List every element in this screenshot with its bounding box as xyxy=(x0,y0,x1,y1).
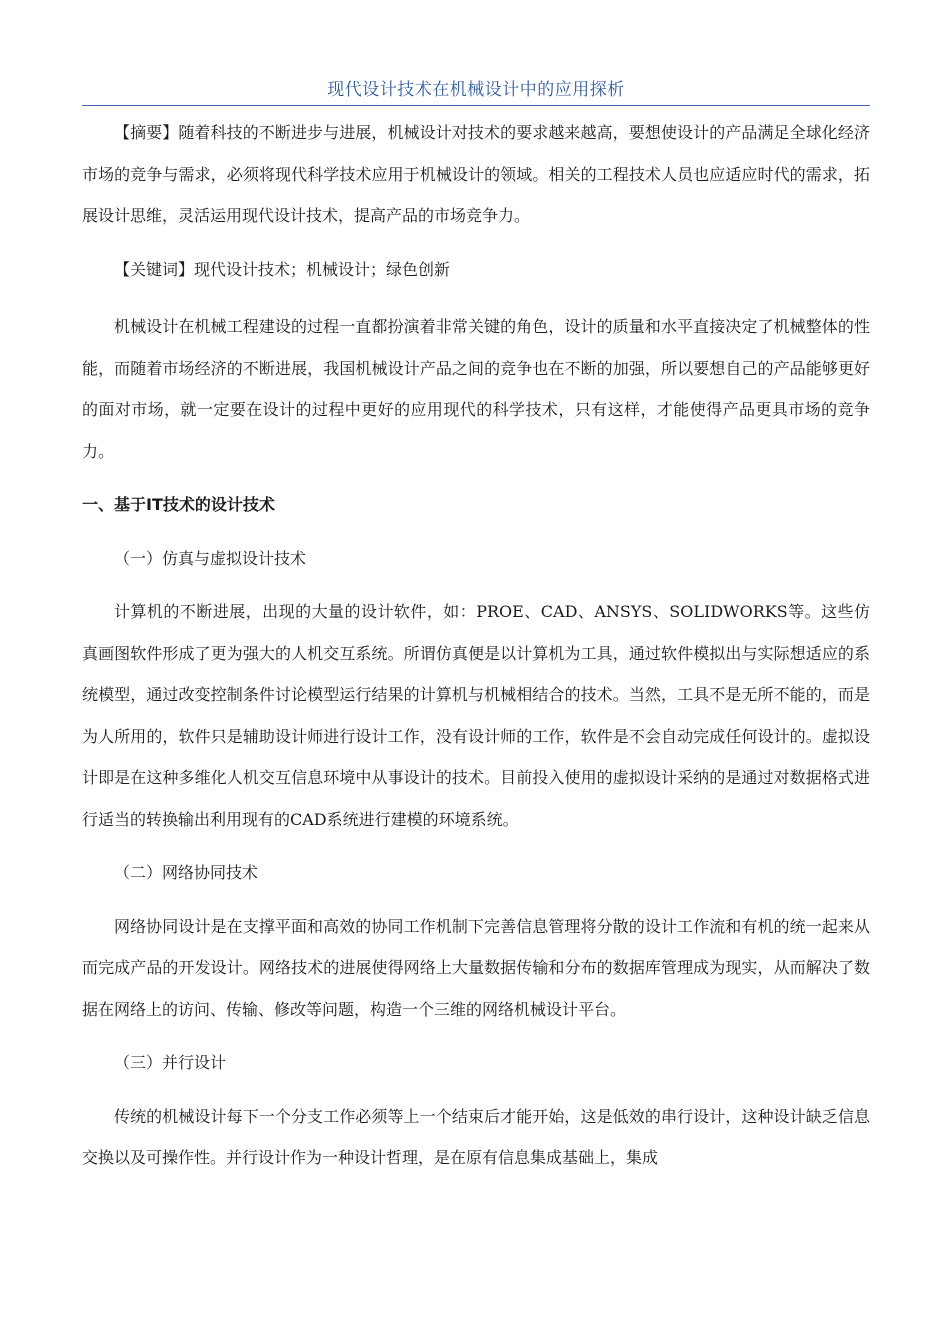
subsection-body-3: 传统的机械设计每下一个分支工作必须等上一个结束后才能开始，这是低效的串行设计，这种设计缺乏信息交换以及可操作性。并行设计作为一种设计哲理，是在原有信息集成基础上，集成 xyxy=(82,1106,870,1167)
subsection-heading-1: （一）仿真与虚拟设计技术 xyxy=(114,548,307,568)
section-heading-1: 一、基于IT技术的设计技术 xyxy=(82,495,275,514)
subsection-body-1: 计算机的不断进展，出现的大量的设计软件，如：PROE、CAD、ANSYS、SOLIDWORKS等。这些仿真画图软件形成了更为强大的人机交互系统。所谓仿真便是以计算机为工具，通过软件模拟出与实际想适应的系统模型，通过改变控制条件讨论模型运行结果的计算机与机械相结合的技术。当然，工具不是无所不能的，而是为人所用的，软件只是辅助设计师进行设计工作，没有设计师的工作，软件是不会自动完成任何设计的。虚拟设计即是在这种多维化人机交互信息环境中从事设计的技术。目前投入使用的虚拟设计采纳的是通过对数据格式进行适当的转换输出利用现有的CAD系统进行建模的环境系统。 xyxy=(82,602,870,829)
subsection-body-2: 网络协同设计是在支撑平面和高效的协同工作机制下完善信息管理将分散的设计工作流和有机的统一起来从而完成产品的开发设计。网络技术的进展使得网络上大量数据传输和分布的数据库管理成为现实，从而解决了数据在网络上的访问、传输、修改等问题，构造一个三维的网络机械设计平台。 xyxy=(82,916,870,1019)
document-title: 现代设计技术在机械设计中的应用探析 xyxy=(82,78,870,106)
document-page xyxy=(82,78,870,1179)
abstract-paragraph: 【摘要】随着科技的不断进步与进展，机械设计对技术的要求越来越高，要想使设计的产品满足全球化经济市场的竞争与需求，必须将现代科学技术应用于机械设计的领域。相关的工程技术人员也应适应时代的需求，拓展设计思维，灵活运用现代设计技术，提高产品的市场竞争力。 xyxy=(82,123,870,225)
intro-paragraph: 机械设计在机械工程建设的过程一直都扮演着非常关键的角色，设计的质量和水平直接决定了机械整体的性能，而随着市场经济的不断进展，我国机械设计产品之间的竞争也在不断的加强，所以要想自己的产品能够更好的面对市场，就一定要在设计的过程中更好的应用现代的科学技术，只有这样，才能使得产品更具市场的竞争力。 xyxy=(82,317,870,461)
subsection-heading-3: （三）并行设计 xyxy=(114,1053,227,1072)
subsection-heading-2: （二）网络协同技术 xyxy=(114,863,259,882)
keywords-paragraph: 【关键词】现代设计技术；机械设计；绿色创新 xyxy=(114,259,451,279)
